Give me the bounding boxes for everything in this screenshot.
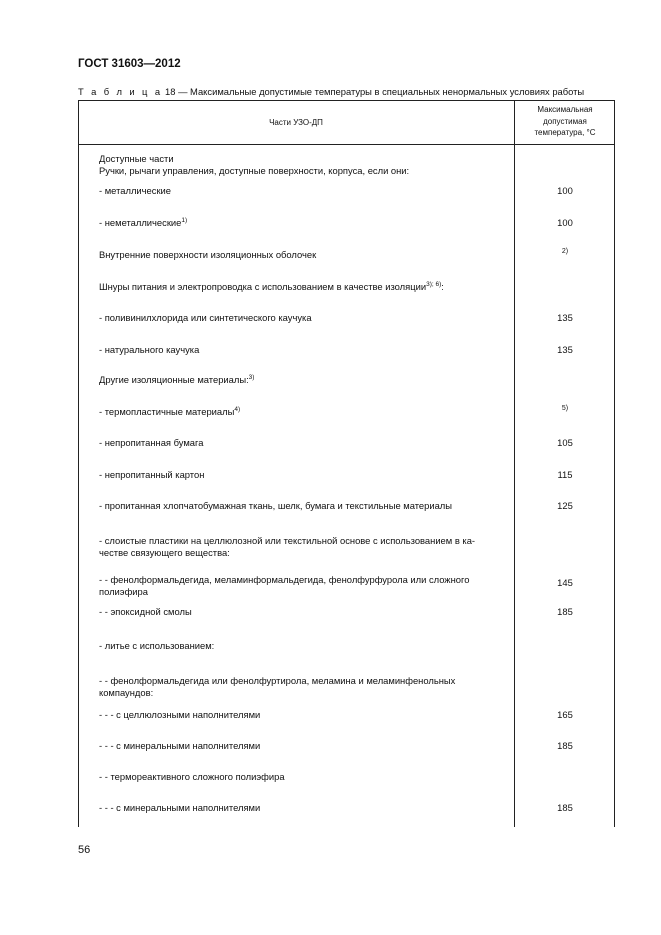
row-label [99,802,507,814]
row-label-line: компаундов: [99,686,154,698]
row-label [99,469,507,481]
row-label-line: - - - с минеральными наполнителями [99,802,261,813]
row-label-line: - натурального каучука [99,344,200,355]
row-value: 145 [557,577,573,588]
row-label-line: - - - с целлюлозными наполнителями [99,709,261,720]
row-label-line: Внутренние поверхности изоляционных оболочек [99,249,317,260]
row-label-line: Шнуры питания и электропроводка с использованием в качестве изоляции$^{3); 6)}$: [99,281,444,292]
table-caption [78,86,584,97]
header-divider [78,144,615,145]
row-label [99,374,507,386]
row-value: 100 [557,185,573,196]
row-label-line: - термопластичные материалы$^{4)}$ [99,406,241,417]
row-value: 125 [557,500,573,511]
row-label [99,406,507,418]
row-label-line: - непропитанная бумага [99,437,204,448]
row-label [99,281,507,293]
row-label-line: - слоистые пластики на целлюлозной или текстильной основе с использованием в ка- [99,535,476,546]
row-label [99,535,507,558]
row-label-line: Другие изоляционные материалы:$^{3)}$ [99,374,255,385]
row-label-line: - поливинилхлорида или синтетического каучука [99,312,312,323]
row-value: 185 [557,740,573,751]
row-value: 165 [557,709,573,720]
row-label [99,740,507,752]
row-value: 100 [557,217,573,228]
row-value: 185 [557,606,573,617]
row-label-line: полиэфира [99,585,148,597]
row-label [99,640,507,652]
row-label [99,185,507,197]
row-label-line: - литье с использованием: [99,640,215,651]
row-label [99,249,507,261]
row-label [99,344,507,356]
row-value: 185 [557,802,573,813]
row-label [99,500,507,512]
row-label [99,771,507,783]
row-label-line: - - эпоксидной смолы [99,606,192,617]
row-label-line: Доступные части [99,153,174,164]
row-label-line: - пропитанная хлопчатобумажная ткань, шелк, бумага и текстильные материалы [99,500,453,511]
row-label [99,675,507,698]
row-label-line: Ручки, рычаги управления, доступные поверхности, корпуса, если они: [99,164,410,176]
table-caption-prefix: Т а б л и ц а [78,86,163,97]
row-label [99,217,507,229]
row-label [99,437,507,449]
row-label [99,709,507,721]
row-label-line: честве связующего вещества: [99,546,230,558]
row-value: 2) [561,248,569,255]
row-value: 135 [557,312,573,323]
table-caption-text: 18 — Максимальные допустимые температуры в специальных ненормальных условиях работы [162,86,585,97]
row-value: 135 [557,344,573,355]
footnote-marker: 3); 6) [426,281,442,288]
row-label-line: - металлические [99,185,171,196]
row-label-line: - неметаллические$^{1)}$ [99,217,188,228]
footnote-marker: 1) [181,217,188,224]
row-label-line: - - термореактивного сложного полиэфира [99,771,285,782]
column-header-temperature-line: Максимальная [537,105,593,114]
row-label [99,312,507,324]
row-label-line: - - фенолформальдегида или фенолфуртирола, меламина и меламинфенольных [99,675,456,686]
row-label-line: - - фенолформальдегида, меламинформальдегида, фенолфурфурола или сложного [99,574,470,585]
row-label [99,574,507,597]
column-header-temperature-line: температура, °С [534,128,596,137]
row-label [99,153,507,176]
footnote-marker: 4) [234,406,241,413]
document-code: ГОСТ 31603—2012 [78,58,181,70]
footnote-marker: 3) [248,374,255,381]
column-header-temperature-line: допустимая [543,116,587,126]
row-label [99,606,507,618]
row-label-line: - - - с минеральными наполнителями [99,740,261,751]
row-value: 105 [557,437,573,448]
column-header-parts: Части УЗО-ДП [269,117,323,127]
row-label-line: - непропитанный картон [99,469,205,480]
row-value: 115 [557,469,573,480]
row-value: 5) [561,405,569,412]
page-number: 56 [78,844,91,856]
column-header-temperature [515,104,615,139]
